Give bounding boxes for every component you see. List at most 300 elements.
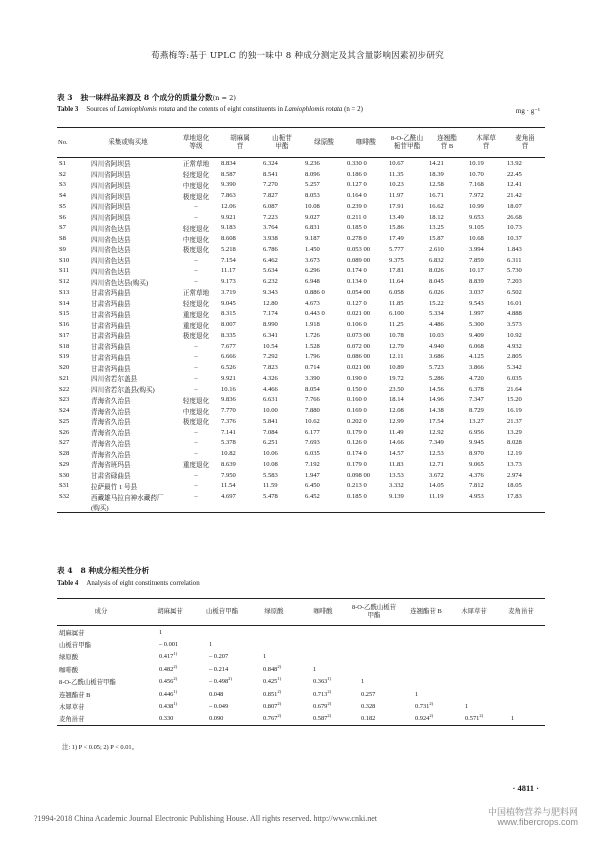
table3-cell: 16.19: [507, 407, 522, 415]
table3-row: [57, 233, 545, 244]
table3-cell: 4.940: [429, 342, 444, 350]
table3-cell: S19: [59, 353, 70, 361]
table4-significance-mark: 2): [173, 663, 178, 669]
table4-cell: [451, 713, 497, 726]
table4-cell: [401, 626, 451, 639]
table4-cell: [145, 626, 195, 639]
table3-cell: 6.087: [263, 202, 278, 210]
table3-cell: 14.38: [429, 407, 444, 415]
table3-cell: 7.950: [221, 471, 236, 479]
table3-cell: –: [194, 202, 198, 210]
table3-cell: S10: [59, 256, 70, 264]
table3-header-cell: 咖啡酸: [345, 128, 387, 158]
table3-n-cn: (n = 2): [212, 94, 236, 102]
table3-cell: –: [194, 213, 198, 221]
table3-cell: 12.99: [389, 417, 404, 425]
table3-cell: 3.764: [263, 224, 278, 232]
table3-title-en-species: Lamiophlomis rotata: [117, 106, 176, 113]
table3-cell: 青海省久治县: [91, 408, 131, 416]
table3-cell: 四川省色达县: [91, 225, 131, 233]
table4-cell: [497, 676, 545, 688]
table4-cell-value: 0.328: [361, 703, 376, 711]
table4-cell: [145, 688, 195, 700]
table3-header-cell: 采集或购买地: [83, 128, 173, 158]
table4-header-cell: 连翘酯苷 B: [401, 599, 451, 626]
table4-cell-value: 0.438: [159, 703, 174, 711]
table3-cell: 3.672: [429, 471, 444, 479]
table3-cell: 3.938: [263, 235, 278, 243]
table3-cell: 四川省阿坝县: [91, 172, 131, 180]
table4-header-cell: 成分: [57, 599, 145, 626]
table4-cell-value: 0.482: [159, 665, 174, 673]
table4-cell: [249, 676, 299, 688]
table3-cell: 正常草地: [182, 290, 210, 298]
table4-header-row: [57, 599, 545, 626]
table3-cell: S31: [59, 482, 70, 490]
table3-cell: S4: [59, 192, 66, 200]
table4-significance-mark: 2): [173, 676, 178, 682]
table3-cell: 10.08: [263, 460, 278, 468]
table3-cell: 7.292: [263, 353, 278, 361]
table3-cell: 轻度退化: [182, 397, 210, 405]
table3-cell: 7.693: [305, 439, 320, 447]
table3-cell: 4.888: [507, 310, 522, 318]
table4-significance-mark: 2): [327, 700, 332, 706]
watermark-line2: www.fibercrops.com: [497, 816, 579, 827]
table3-cell: 四川省阿坝县: [91, 182, 131, 190]
table3-cell: 6.035: [305, 450, 320, 458]
table3-cell: 中度退化: [182, 408, 210, 416]
table3-cell: 4.125: [469, 353, 484, 361]
table4-cell: [497, 651, 545, 663]
table4-header-cell: 木犀草苷: [451, 599, 497, 626]
table3-cell: –: [194, 267, 198, 275]
table4-row: [57, 700, 545, 712]
table4-row: [57, 663, 545, 675]
table3-cell: 8.054: [305, 385, 320, 393]
table4-significance-mark: 1): [173, 700, 178, 706]
table4-cell-value: 1: [263, 653, 267, 661]
table3-cell: 轻度退化: [182, 172, 210, 180]
table3-cell: 7.192: [305, 460, 320, 468]
table3-cell: 9.945: [469, 439, 484, 447]
table3-row: [57, 190, 545, 201]
table3-cell: 15.20: [507, 396, 522, 404]
table3-cell: 7.168: [469, 181, 484, 189]
table3-cell: 9.236: [305, 159, 320, 167]
table3-cell: –: [194, 428, 198, 436]
table3-cell: S30: [59, 471, 70, 479]
table4-cell: [195, 700, 249, 712]
table3-cell: 重度退化: [182, 322, 210, 330]
table3-cell: S29: [59, 460, 70, 468]
table3-cell: 9.375: [389, 256, 404, 264]
table3-cell: 13.29: [507, 428, 522, 436]
table3-cell: 8.045: [429, 278, 444, 286]
table3-row: [57, 373, 545, 384]
table3-cell: 6.831: [305, 224, 320, 232]
table3-cell: 6.232: [263, 278, 278, 286]
table4-cell: [145, 700, 195, 712]
table3-cell: 0.072 00: [347, 342, 371, 350]
table3-header-cell: No.: [57, 128, 83, 158]
table3-cell: 13.49: [389, 213, 404, 221]
table3-cell: 青海省久治县: [91, 419, 131, 427]
table3-row: [57, 223, 545, 234]
table3-cell: 16.71: [429, 192, 444, 200]
table3-cell: 青海省久治县: [91, 430, 131, 438]
table3-header-cell: 草地退化等级: [173, 128, 219, 158]
watermark-line1: 中国植物营养与肥料网: [488, 807, 579, 817]
table4-cell-value: 0.417: [159, 653, 174, 661]
table3-cell: 9.390: [221, 181, 236, 189]
table3-cell: 青海省久治县: [91, 451, 131, 459]
table3-header-row: [57, 128, 545, 158]
table3-cell: 4.326: [263, 374, 278, 382]
table3-cell: 0.073 00: [347, 331, 371, 339]
table4-cell-value: 0.807: [263, 703, 278, 711]
table3-cell: 0.127 0: [347, 299, 367, 307]
table3-row: [57, 255, 545, 266]
table3-cell: 12.08: [389, 407, 404, 415]
table4-cell: [145, 713, 195, 726]
table4-cell: [451, 663, 497, 675]
table4-cell-value: 1: [415, 690, 419, 698]
table4-title-en: Analysis of eight constituents correlation: [86, 580, 200, 587]
table3-title-en-pre: Sources of: [86, 106, 118, 113]
table3-cell: 10.78: [389, 331, 404, 339]
table4-row-label: 咖啡酸: [59, 666, 79, 674]
table3-cell: S2: [59, 170, 66, 178]
table3-cell: –: [194, 278, 198, 286]
table3-cell: S1: [59, 159, 66, 167]
table3-cell: 2.610: [429, 245, 444, 253]
table3-cell: 0.202 0: [347, 417, 367, 425]
table3-cell: 12.19: [507, 450, 522, 458]
table3-cell: 11.64: [389, 278, 404, 286]
table3-cell: 青海省久治县: [91, 440, 131, 448]
table4-cell: [497, 700, 545, 712]
table3-cell: 12.41: [507, 181, 522, 189]
table3-cell: 9.921: [221, 213, 236, 221]
table3-cell: 10.08: [305, 202, 320, 210]
table3-cell: 18.39: [429, 170, 444, 178]
table3-cell: S9: [59, 245, 66, 253]
table3-cell: 6.631: [263, 396, 278, 404]
table3-cell: 10.19: [469, 159, 484, 167]
table3-cell: 0.213 0: [347, 482, 367, 490]
table4-cell-value: 0.456: [159, 678, 174, 686]
table4-significance-mark: 2): [479, 713, 484, 719]
table3-cell: 7.972: [469, 192, 484, 200]
table3-cell: S13: [59, 288, 70, 296]
table3-cell: 12.80: [263, 299, 278, 307]
table3-cell: 1.843: [507, 245, 522, 253]
table3-cell: 四川省阿坝县: [91, 215, 131, 223]
table4-cell: [347, 688, 401, 700]
table4-cell: [299, 700, 347, 712]
table3-cell: S11: [59, 267, 70, 275]
table4-cell: [195, 651, 249, 663]
table3-cell: –: [194, 256, 198, 264]
table3-cell: 四川省若尔盖县: [91, 376, 138, 384]
table3-cell: 6.177: [305, 428, 320, 436]
table3-cell: 22.45: [507, 170, 522, 178]
table3-cell: 6.526: [221, 364, 236, 372]
table3-cell: 青海省久治县: [91, 397, 131, 405]
table3-header-cell: 绿原酸: [303, 128, 345, 158]
table3-cell: 3.686: [429, 353, 444, 361]
table3-cell: 0.278 0: [347, 235, 367, 243]
table3-cell: S6: [59, 213, 66, 221]
table3-cell: S12: [59, 278, 70, 286]
table3-cell: 3.719: [221, 288, 236, 296]
table3-cell: S27: [59, 439, 70, 447]
table3-cell: 0.053 00: [347, 245, 371, 253]
table4-cell-value: 0.731: [415, 703, 430, 711]
table4-cell-value: 0.851: [263, 690, 278, 698]
table3-cell: 0.174 0: [347, 267, 367, 275]
table4-cell-value: 1: [361, 678, 365, 686]
table3-cell: 4.932: [507, 342, 522, 350]
table3-cell: 7.859: [469, 256, 484, 264]
table3-cell: 5.841: [263, 417, 278, 425]
table3-cell: 0.211 0: [347, 213, 367, 221]
table4-cell: [451, 638, 497, 650]
table4-cell: [299, 713, 347, 726]
table3-cell: 17.54: [429, 417, 444, 425]
table3-cell: 0.190 0: [347, 374, 367, 382]
table4-cell: [497, 663, 545, 675]
table4-significance-mark: 2): [429, 713, 434, 719]
table4-row-label: 山栀苷甲酯: [59, 642, 91, 650]
table3-cell: 17.91: [389, 202, 404, 210]
table3-cell: 5.286: [429, 374, 444, 382]
table4-row-label: 绿原酸: [59, 654, 79, 662]
table3-cell: 6.948: [305, 278, 320, 286]
table3-cell: 0.164 0: [347, 192, 367, 200]
table3-cell: 拉萨最竹 1 号县: [91, 483, 138, 491]
table3-cell: 10.00: [263, 407, 278, 415]
table3-cell: [173, 502, 219, 513]
table3-cell: 12.92: [429, 428, 444, 436]
table3-row: [57, 491, 545, 502]
table3-cell: 8.608: [221, 235, 236, 243]
table3-row: [57, 352, 545, 363]
table3-cell: 0.185 0: [347, 224, 367, 232]
table3-cell: 西藏雄马拉自神水藏药厂: [91, 494, 164, 502]
table3-cell: 四川省阿坝县: [91, 193, 131, 201]
running-head: 荀燕梅等:基于 UPLC 的独一味中 8 种成分测定及其含量影响因素初步研究: [151, 51, 444, 61]
table3-cell: [303, 502, 345, 513]
table4-cell-value: 0.848: [263, 665, 278, 673]
table3-cell: 甘肃省玛曲县: [91, 311, 131, 319]
table3-row: [57, 395, 545, 406]
table4: [57, 598, 545, 726]
table3-cell: 15.22: [429, 299, 444, 307]
table4-row-label: 8-O-乙酰山栀苷甲酯: [59, 679, 116, 687]
table4-cell-value: 1: [313, 665, 317, 673]
table3-row: [57, 384, 545, 395]
table3-cell: 5.777: [389, 245, 404, 253]
table4-header-cell: 咖啡酸: [299, 599, 347, 626]
table3-header-cell: 麦角甾苷: [505, 128, 545, 158]
table3-cell: 21.37: [507, 417, 522, 425]
table3-cell: 2.805: [507, 353, 522, 361]
table3-cell: S24: [59, 407, 70, 415]
table4-cell: [347, 626, 401, 639]
table4-cell-value: 0.048: [209, 690, 224, 698]
table3-cell: 8.587: [221, 170, 236, 178]
table3-cell: 1.947: [305, 471, 320, 479]
table4-cell: [451, 700, 497, 712]
table4-cell-value: 1: [511, 715, 515, 723]
table3-row: [57, 319, 545, 330]
table3-cell: 0.169 0: [347, 407, 367, 415]
table4-cell-value: 0.679: [313, 703, 328, 711]
table4-cell: [497, 626, 545, 639]
table3-cell: 7.203: [507, 278, 522, 286]
table4-significance-mark: 2): [277, 700, 282, 706]
table3-header-cell: 胡麻属苷: [219, 128, 261, 158]
table3-cell: 18.07: [507, 202, 522, 210]
table3-cell: 12.71: [429, 460, 444, 468]
table4-cell-value: 0.363: [313, 678, 328, 686]
table4-significance-mark: 2): [277, 713, 282, 719]
table3-cell: S17: [59, 331, 70, 339]
table3-cell: 5.634: [263, 267, 278, 275]
table3-cell: 7.174: [263, 310, 278, 318]
table3-cell: 9.045: [221, 299, 236, 307]
table3-row: [57, 427, 545, 438]
table3-cell: S15: [59, 310, 70, 318]
table3-cell: 12.06: [221, 202, 236, 210]
table3-title-en-species2: Lamiophlomis rotata: [284, 106, 343, 113]
table3-row: [57, 470, 545, 481]
table4-significance-mark: 1): [173, 651, 178, 657]
table4-significance-mark: 2): [277, 688, 282, 694]
table4-note: 注: 1) P < 0.05; 2) P < 0.01。: [62, 744, 138, 751]
table3-cell: 13.27: [469, 417, 484, 425]
table3-cell: 0.021 00: [347, 310, 371, 318]
table3-cell: 6.311: [507, 256, 522, 264]
table3-cell: 5.730: [507, 267, 522, 275]
table3-cell: 10.16: [221, 385, 236, 393]
table3-cell: 10.67: [389, 159, 404, 167]
table4-row-label: 木犀草苷: [59, 704, 85, 712]
table4-cell-value: 0.446: [159, 690, 174, 698]
table3-cell: 5.218: [221, 245, 236, 253]
table3-cell: 0.886 0: [305, 288, 325, 296]
table3-cell: 1.450: [305, 245, 320, 253]
table3-cell: 7.223: [263, 213, 278, 221]
table3-cell: 8.990: [263, 321, 278, 329]
table4-cell-value: – 0.049: [209, 703, 229, 711]
table4-cell: [249, 626, 299, 639]
table4-cell-value: 0.425: [263, 678, 278, 686]
table3-cell: 10.54: [263, 342, 278, 350]
table4-cell-value: 0.090: [209, 715, 224, 723]
table3-cell: 7.376: [221, 417, 236, 425]
table3-cell: 甘肃省玛曲县: [91, 322, 131, 330]
table4-cell-value: 0.257: [361, 690, 376, 698]
table4-cell: [195, 638, 249, 650]
table3-cell: 0.714: [305, 364, 320, 372]
table3-row: [57, 438, 545, 449]
table3-cell: 甘肃省玛曲县: [91, 344, 131, 352]
table3-cell: 14.21: [429, 159, 444, 167]
table3-row: [57, 341, 545, 352]
table3-cell: 10.73: [507, 224, 522, 232]
table3-cell: 17.81: [389, 267, 404, 275]
page-number: · 4811 ·: [512, 783, 539, 793]
table3-row: [57, 405, 545, 416]
table3-cell: [505, 502, 545, 513]
table4-cell: [451, 626, 497, 639]
table4-cell: [451, 651, 497, 663]
table4-cell: [145, 676, 195, 688]
table4-cell: [195, 663, 249, 675]
table3-cell: 6.832: [429, 256, 444, 264]
table3-cell: 0.443 0: [305, 310, 325, 318]
table3-cell: 6.378: [469, 385, 484, 393]
table3-cell: 0.179 0: [347, 460, 367, 468]
table3-cell: 7.347: [469, 396, 484, 404]
table3-row: [57, 276, 545, 287]
table3-unit: mg · g⁻¹: [515, 107, 540, 115]
table3-cell: 6.068: [469, 342, 484, 350]
table4-cell: [249, 638, 299, 650]
table4-cell: [299, 663, 347, 675]
table3-cell: 9.543: [469, 299, 484, 307]
table3-cell: 5.257: [305, 181, 320, 189]
table4-cell: [401, 713, 451, 726]
table3-label-en: Table 3: [57, 106, 79, 113]
table3-cell: 14.05: [429, 482, 444, 490]
table3-cell: 13.73: [507, 460, 522, 468]
table3-cell: 14.57: [389, 450, 404, 458]
table4-cell: [451, 688, 497, 700]
table3-cell: 3.390: [305, 374, 320, 382]
table3-cell: 6.450: [305, 482, 320, 490]
table3-s32-extra: (购买): [83, 502, 173, 513]
copyright-footer: ?1994-2018 China Academic Journal Electronic Publishing House. All rights reserved. http://www.cnki.net: [34, 814, 377, 823]
table3-cell: 甘肃省玛曲县: [91, 365, 131, 373]
table3-cell: 1.528: [305, 342, 320, 350]
table3-cell: 四川省阿坝县: [91, 204, 131, 212]
table3-cell: 正常草地: [182, 161, 210, 169]
table3-cell: 甘肃省碌曲县: [91, 473, 131, 481]
table4-header-cell: 8-O-乙酰山栀苷甲酯: [347, 599, 401, 626]
table3-cell: 8.729: [469, 407, 484, 415]
table3-cell: 7.812: [469, 482, 484, 490]
table4-header-cell: 山栀苷甲酯: [195, 599, 249, 626]
table3-cell: 14.56: [429, 385, 444, 393]
table4-cell: [401, 700, 451, 712]
table3-cell: 21.64: [507, 385, 522, 393]
table4-row: [57, 688, 545, 700]
table3-cell: 0.185 0: [347, 493, 367, 501]
table3-cell: 7.141: [221, 428, 236, 436]
table3-cell: 5.723: [429, 364, 444, 372]
table3-cell: 4.376: [469, 471, 484, 479]
table3-cell: 9.173: [221, 278, 236, 286]
table4-row: [57, 626, 545, 639]
table3-cell: 5.478: [263, 493, 278, 501]
table3-cell: 8.834: [221, 159, 236, 167]
table3-cell: 9.027: [305, 213, 320, 221]
table3-cell: 0.086 00: [347, 353, 371, 361]
